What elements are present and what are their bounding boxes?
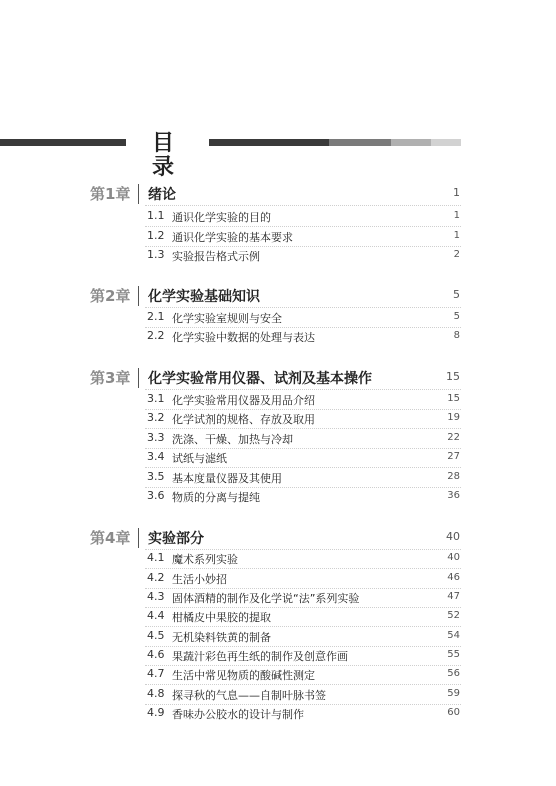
section-title[interactable]: 魔术系列实验 [172, 553, 238, 566]
chapter-divider [138, 184, 139, 204]
section-number: 3.3 [147, 431, 165, 444]
dotted-divider [145, 588, 461, 589]
dotted-divider [145, 665, 461, 666]
chapter-number: 第2章 [90, 287, 131, 305]
decorative-bar-right-mid [329, 139, 391, 146]
dotted-divider [145, 626, 461, 627]
section-title[interactable]: 基本度量仪器及其使用 [172, 472, 282, 485]
dotted-divider [145, 646, 461, 647]
decorative-bar-left [0, 139, 126, 146]
section-title[interactable]: 试纸与滤纸 [172, 452, 227, 465]
chapter-page: 40 [446, 530, 460, 543]
section-page: 28 [447, 471, 460, 482]
section-number: 4.8 [147, 687, 165, 700]
section-title[interactable]: 化学实验常用仪器及用品介绍 [172, 394, 315, 407]
chapter-title[interactable]: 实验部分 [148, 531, 204, 547]
section-title[interactable]: 通识化学实验的目的 [172, 211, 271, 224]
page-title: 目 录 [151, 130, 186, 180]
chapter-page: 1 [453, 186, 460, 199]
section-number: 1.1 [147, 209, 165, 222]
section-page: 60 [447, 707, 460, 718]
section-title[interactable]: 化学实验室规则与安全 [172, 312, 282, 325]
section-title[interactable]: 无机染料铁黄的制备 [172, 631, 271, 644]
section-number: 4.4 [147, 609, 165, 622]
chapter-number: 第1章 [90, 185, 131, 203]
chapter-number: 第3章 [90, 369, 131, 387]
section-title[interactable]: 生活小妙招 [172, 573, 227, 586]
section-page: 2 [453, 249, 460, 260]
section-page: 8 [453, 330, 460, 341]
section-number: 4.9 [147, 706, 165, 719]
section-number: 4.6 [147, 648, 165, 661]
section-title[interactable]: 洗涤、干燥、加热与冷却 [172, 433, 293, 446]
dotted-divider [145, 448, 461, 449]
chapter-divider [138, 368, 139, 388]
section-title[interactable]: 化学试剂的规格、存放及取用 [172, 413, 315, 426]
dotted-divider [145, 246, 461, 247]
section-page: 27 [447, 451, 460, 462]
section-number: 4.1 [147, 551, 165, 564]
chapter-number: 第4章 [90, 529, 131, 547]
section-page: 59 [447, 688, 460, 699]
section-title[interactable]: 柑橘皮中果胶的提取 [172, 611, 271, 624]
section-page: 1 [453, 210, 460, 221]
section-number: 4.7 [147, 667, 165, 680]
section-title[interactable]: 果蔬汁彩色再生纸的制作及创意作画 [172, 650, 348, 663]
section-page: 47 [447, 591, 460, 602]
section-number: 4.5 [147, 629, 165, 642]
section-page: 1 [453, 230, 460, 241]
section-title[interactable]: 通识化学实验的基本要求 [172, 231, 293, 244]
dotted-divider [145, 307, 461, 308]
section-page: 40 [447, 552, 460, 563]
dotted-divider [145, 704, 461, 705]
section-page: 19 [447, 412, 460, 423]
section-number: 1.3 [147, 248, 165, 261]
dotted-divider [145, 205, 461, 206]
section-number: 1.2 [147, 229, 165, 242]
section-title[interactable]: 固体酒精的制作及化学说“法”系列实验 [172, 592, 360, 605]
section-page: 52 [447, 610, 460, 621]
decorative-bar-right-lightest [431, 139, 461, 146]
chapter-title[interactable]: 化学实验基础知识 [148, 289, 260, 305]
dotted-divider [145, 568, 461, 569]
section-number: 4.3 [147, 590, 165, 603]
chapter-page: 5 [453, 288, 460, 301]
section-number: 3.6 [147, 489, 165, 502]
section-number: 3.2 [147, 411, 165, 424]
dotted-divider [145, 487, 461, 488]
dotted-divider [145, 226, 461, 227]
dotted-divider [145, 389, 461, 390]
chapter-divider [138, 286, 139, 306]
section-title[interactable]: 化学实验中数据的处理与表达 [172, 331, 315, 344]
dotted-divider [145, 327, 461, 328]
section-number: 3.1 [147, 392, 165, 405]
dotted-divider [145, 684, 461, 685]
section-page: 46 [447, 572, 460, 583]
decorative-bar-right-dark [209, 139, 329, 146]
section-page: 15 [447, 393, 460, 404]
section-title[interactable]: 探寻秋的气息——自制叶脉书签 [172, 689, 326, 702]
dotted-divider [145, 428, 461, 429]
section-page: 54 [447, 630, 460, 641]
section-number: 3.5 [147, 470, 165, 483]
section-page: 5 [453, 311, 460, 322]
dotted-divider [145, 607, 461, 608]
dotted-divider [145, 409, 461, 410]
chapter-title[interactable]: 化学实验常用仪器、试剂及基本操作 [148, 371, 372, 387]
section-number: 2.1 [147, 310, 165, 323]
section-number: 2.2 [147, 329, 165, 342]
chapter-page: 15 [446, 370, 460, 383]
decorative-bar-right-light [391, 139, 431, 146]
section-title[interactable]: 生活中常见物质的酸碱性测定 [172, 669, 315, 682]
dotted-divider [145, 549, 461, 550]
section-page: 55 [447, 649, 460, 660]
toc-header [0, 130, 556, 180]
dotted-divider [145, 467, 461, 468]
chapter-divider [138, 528, 139, 548]
section-number: 3.4 [147, 450, 165, 463]
section-title[interactable]: 香味办公胶水的设计与制作 [172, 708, 304, 721]
section-title[interactable]: 实验报告格式示例 [172, 250, 260, 263]
section-number: 4.2 [147, 571, 165, 584]
section-page: 22 [447, 432, 460, 443]
section-title[interactable]: 物质的分离与提纯 [172, 491, 260, 504]
chapter-title[interactable]: 绪论 [148, 187, 176, 203]
section-page: 56 [447, 668, 460, 679]
section-page: 36 [447, 490, 460, 501]
